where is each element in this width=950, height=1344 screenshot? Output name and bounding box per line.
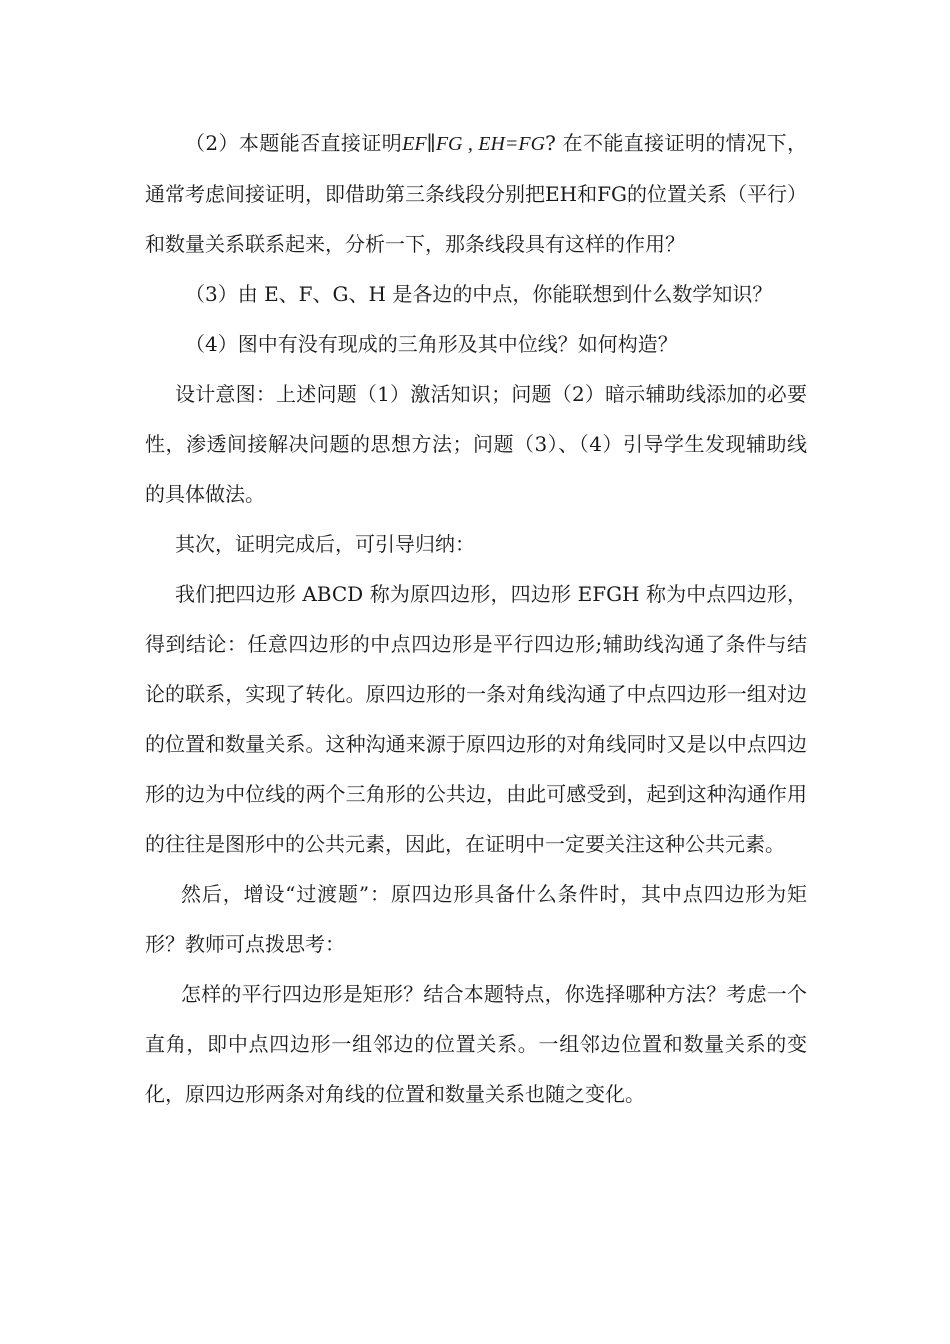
paragraph-rectangle-analysis: 怎样的平行四边形是矩形？结合本题特点，你选择哪种方法？考虑一个直角，即中点四边形一组邻边的位置关系。一组邻边位置和数量关系的变化，原四边形两条对角线的位置和数量关系也随之变化。 <box>145 982 807 1106</box>
question-2-text-end: ? 在不能直接证明的情况下，通常考虑间接证明，即借助第三条线段分别把EH和FG的位置关系（平行）和数量关系联系起来，分析一下，那条线段具有这样的作用？ <box>145 131 807 256</box>
question-2-text-start: （2）本题能否直接证明 <box>185 131 403 155</box>
paragraph-conclusion: 我们把四边形 ABCD 称为原四边形，四边形 EFGH 称为中点四边形，得到结论：任意四边形的中点四边形是平行四边形;辅助线沟通了条件与结论的联系，实现了转化。原四边形的一条对角线沟通了中点四边形一组对边的位置和数量关系。这种沟通来源于原四边形的对角线同时又是以中点四边形的边为中位线的两个三角形的公共边，由此可感受到，起到这种沟通作用的往往是图形中的公共元素，因此，在证明中一定要关注这种公共元素。 <box>145 582 807 856</box>
paragraph-question-2 <box>145 118 807 269</box>
document-body <box>145 118 807 1119</box>
paragraph-transition-question: 然后，增设“过渡题”：原四边形具备什么条件时，其中点四边形为矩形？教师可点拨思考： <box>145 882 807 956</box>
paragraph-design-intent: 设计意图：上述问题（1）激活知识；问题（2）暗示辅助线添加的必要性，渗透间接解决问题的思想方法；问题（3）、（4）引导学生发现辅助线的具体做法。 <box>145 382 807 506</box>
paragraph-question-3: （3）由 E、F、G、H 是各边的中点，你能联想到什么数学知识？ <box>185 282 773 306</box>
paragraph-next-step: 其次，证明完成后，可引导归纳： <box>175 532 475 556</box>
question-2-math-expression: EF∥FG , EH=FG <box>402 133 546 155</box>
paragraph-question-4: （4）图中有没有现成的三角形及其中位线？如何构造？ <box>185 332 678 356</box>
